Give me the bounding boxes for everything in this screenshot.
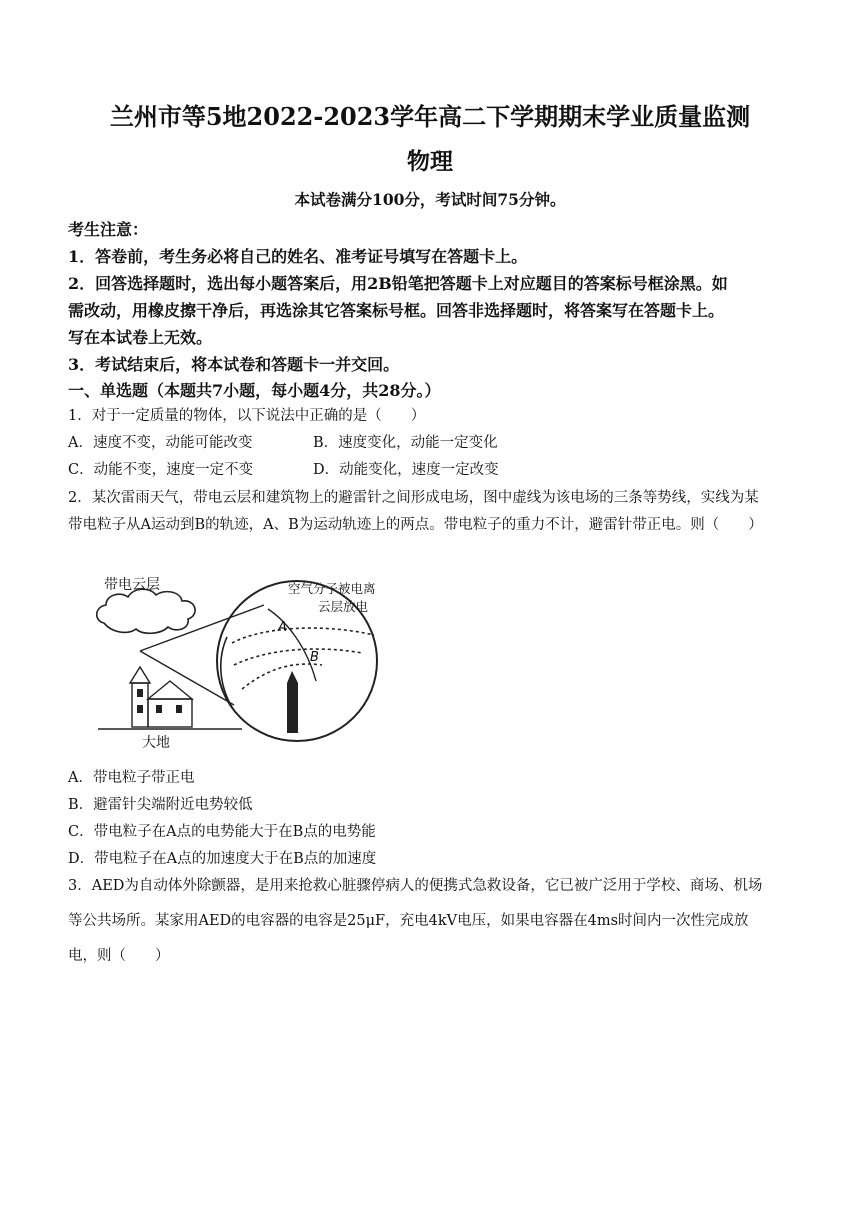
- notice-line-5: 3．考试结束后，将本试卷和答题卡一并交回。: [68, 355, 400, 374]
- q3-line-1: 3．AED为自动体外除颤器，是用来抢救心脏骤停病人的便携式急救设备，它已被广泛用于学校、商场、机场: [68, 878, 763, 894]
- q2-option-c: C．带电粒子在A点的电势能大于在B点的电势能: [68, 824, 376, 840]
- notice-heading: 考生注意：: [68, 220, 149, 239]
- q2-figure: [92, 565, 392, 750]
- q3-line-2: 等公共场所。某家用AED的电容器的电容是25μF，充电4kV电压，如果电容器在4ms时间内一次性完成放: [68, 913, 749, 929]
- exam-title: 兰州市等5地2022-2023学年高二下学期期末学业质量监测: [109, 102, 751, 131]
- q1-option-d: D．动能变化，速度一定改变: [313, 462, 499, 478]
- ground-label: 大地: [142, 735, 170, 750]
- exam-info: 本试卷满分100分，考试时间75分钟。: [294, 190, 566, 209]
- cloud-icon: [97, 589, 195, 633]
- point-b-label: B: [310, 650, 319, 665]
- q1-option-b: B．速度变化，动能一定变化: [313, 435, 498, 451]
- q1-option-c: C．动能不变，速度一定不变: [68, 462, 254, 478]
- notice-line-4: 写在本试卷上无效。: [68, 328, 213, 347]
- exam-subject: 物理: [407, 148, 453, 175]
- q1-options-row-1: [68, 431, 798, 452]
- notice-line-3: 需改动，用橡皮擦干净后，再选涂其它答案标号框。回答非选择题时，将答案写在答题卡上。: [68, 301, 725, 320]
- q1-option-a: A．速度不变，动能可能改变: [68, 435, 253, 451]
- section-heading: 一、单选题（本题共7小题，每小题4分，共28分。）: [68, 381, 441, 400]
- lightning-rod-icon: [287, 671, 298, 733]
- point-a-label: A: [278, 620, 287, 635]
- q1-stem: 1．对于一定质量的物体，以下说法中正确的是（ ）: [68, 408, 426, 424]
- discharge-label: 云层放电: [318, 599, 369, 614]
- q3-line-3: 电，则（ ）: [68, 948, 170, 964]
- q2-option-a: A．带电粒子带正电: [68, 770, 195, 786]
- air-label: 空气分子被电离: [288, 581, 376, 596]
- q1-options-row-2: [68, 458, 798, 479]
- q2-stem-line-1: 2．某次雷雨天气，带电云层和建筑物上的避雷针之间形成电场，图中虚线为该电场的三条等势线，实线为某: [68, 490, 759, 506]
- q2-option-b: B．避雷针尖端附近电势较低: [68, 797, 253, 813]
- notice-line-1: 1．答卷前，考生务必将自己的姓名、准考证号填写在答题卡上。: [68, 247, 528, 266]
- cloud-label: 带电云层: [104, 577, 160, 593]
- q2-stem-line-2: 带电粒子从A运动到B的轨迹，A、B为运动轨迹上的两点。带电粒子的重力不计，避雷针带正电。则（ ）: [68, 517, 763, 533]
- notice-line-2: 2．回答选择题时，选出每小题答案后，用2B铅笔把答题卡上对应题目的答案标号框涂黑。如: [68, 274, 728, 293]
- q2-option-d: D．带电粒子在A点的加速度大于在B点的加速度: [68, 851, 377, 867]
